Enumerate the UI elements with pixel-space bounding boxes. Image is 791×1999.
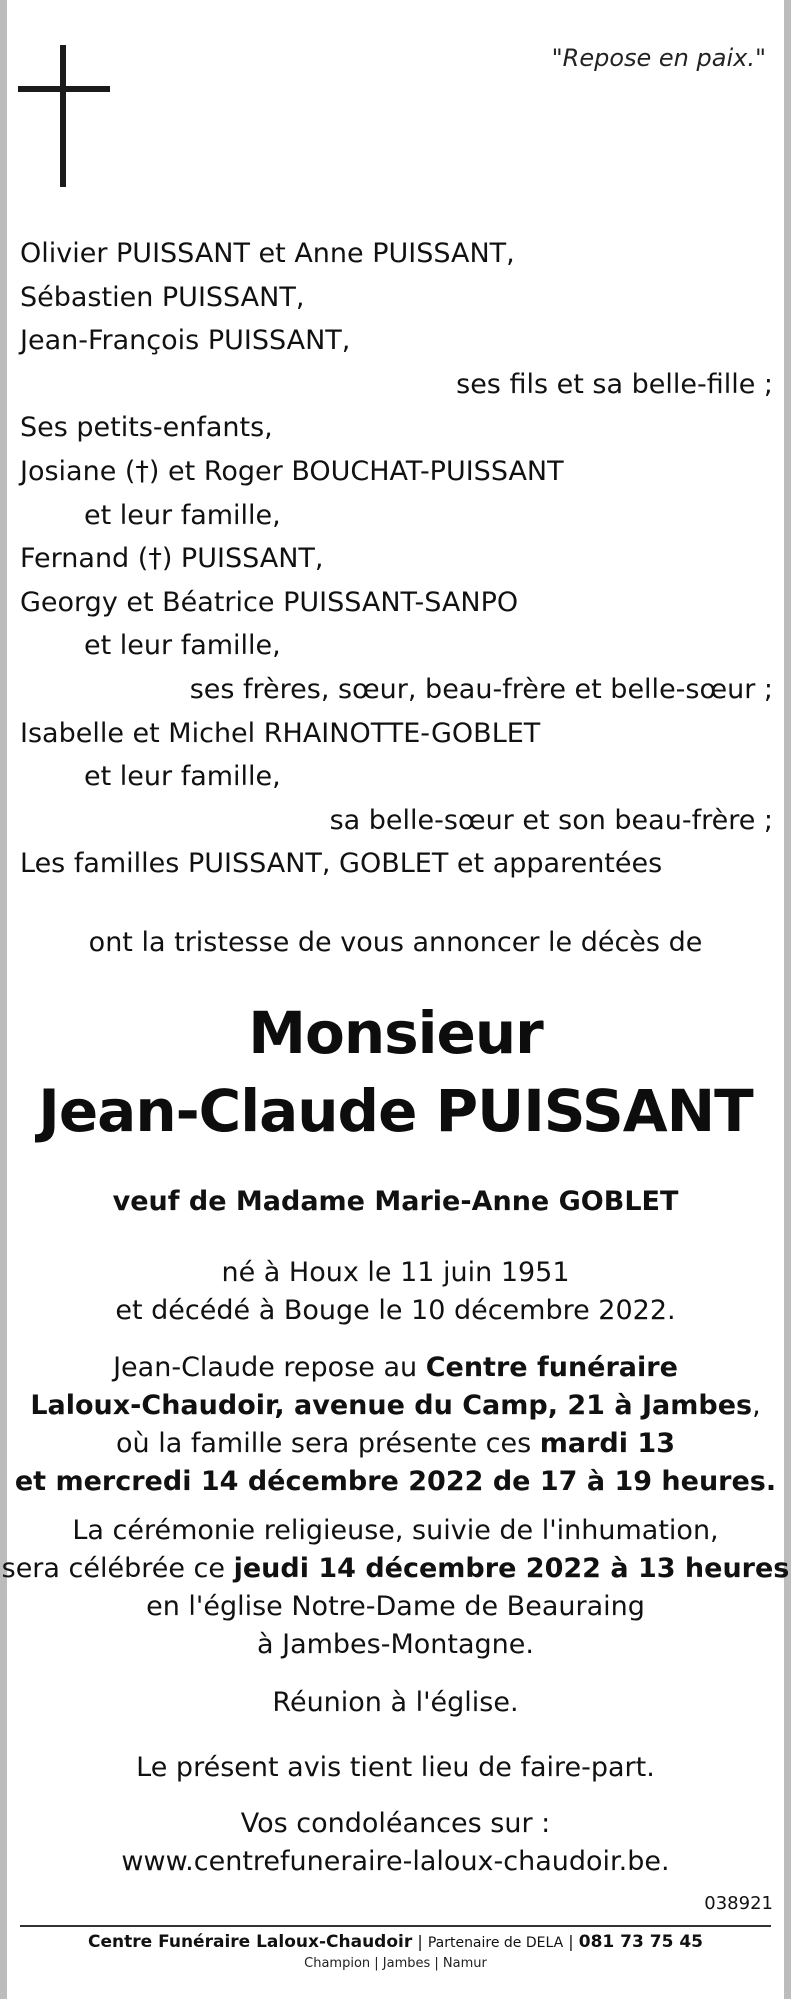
family-relation: sa belle-sœur et son beau-frère ;	[329, 804, 773, 836]
deceased-name: Jean-Claude PUISSANT	[38, 1077, 753, 1145]
family-relation: ses frères, sœur, beau-frère et belle-sœur ;	[189, 673, 773, 705]
family-list	[20, 232, 775, 886]
ceremony-info	[0, 1512, 791, 1664]
notice-note: Le présent avis tient lieu de faire-part.	[136, 1752, 655, 1783]
footer-separator: |	[563, 1932, 579, 1951]
family-line: Jean-François PUISSANT,	[20, 325, 351, 357]
rest-comma: ,	[752, 1390, 761, 1421]
footer-company: Centre Funéraire Laloux-Chaudoir	[88, 1932, 413, 1952]
footer-separator: |	[412, 1932, 428, 1951]
ceremony-text: sera célébrée ce	[1, 1553, 234, 1584]
footer	[0, 1932, 791, 1952]
rest-info	[0, 1349, 791, 1501]
birth-death	[0, 1254, 791, 1330]
family-line: et leur famille,	[84, 630, 281, 662]
rest-hours: et mercredi 14 décembre 2022 de 17 à 19 heures.	[14, 1466, 777, 1497]
family-relation: ses fils et sa belle-fille ;	[456, 368, 773, 400]
condolences	[0, 1805, 791, 1881]
footer-partner: Partenaire de DELA	[427, 1935, 564, 1951]
birth-line: né à Houx le 11 juin 1951	[221, 1257, 570, 1288]
family-line: Olivier PUISSANT et Anne PUISSANT,	[20, 238, 515, 269]
announcement: ont la tristesse de vous annoncer le décès de	[88, 927, 703, 958]
deceased-name-block	[0, 994, 791, 1150]
reference-number: 038921	[704, 1893, 773, 1914]
family-line: Georgy et Béatrice PUISSANT-SANPO	[20, 586, 519, 618]
family-line: Fernand (†) PUISSANT,	[20, 543, 324, 575]
family-line: et leur famille,	[84, 499, 281, 531]
condolences-label: Vos condoléances sur :	[240, 1808, 551, 1839]
rest-address: Laloux-Chaudoir, avenue du Camp, 21 à Jambes	[30, 1390, 753, 1421]
rest-text: Jean-Claude repose au	[113, 1352, 426, 1383]
ceremony-line: La cérémonie religieuse, suivie de l'inhumation,	[72, 1515, 719, 1546]
footer-phone: 081 73 75 45	[578, 1932, 703, 1952]
ceremony-church: en l'église Notre-Dame de Beauraing	[146, 1591, 645, 1622]
family-line: et leur famille,	[84, 761, 281, 793]
footer-locations: Champion | Jambes | Namur	[304, 1956, 487, 1971]
family-line: Sébastien PUISSANT,	[20, 281, 305, 313]
rest-place: Centre funéraire	[425, 1352, 678, 1383]
ceremony-date: jeudi 14 décembre 2022 à 13 heures	[233, 1553, 790, 1584]
widow-of: veuf de Madame Marie-Anne GOBLET	[112, 1186, 679, 1217]
rest-date: mardi 13	[539, 1428, 675, 1459]
condolences-link[interactable]: www.centrefuneraire-laloux-chaudoir.be.	[121, 1846, 670, 1877]
family-line: Ses petits-enfants,	[20, 412, 273, 444]
death-line: et décédé à Bouge le 10 décembre 2022.	[115, 1295, 676, 1326]
footer-divider	[20, 1925, 771, 1927]
family-line: Isabelle et Michel RHAINOTTE-GOBLET	[20, 717, 541, 749]
epitaph-quote: "Repose en paix."	[551, 44, 766, 72]
rest-text: où la famille sera présente ces	[116, 1428, 540, 1459]
family-line: Les familles PUISSANT, GOBLET et apparentées	[20, 848, 663, 880]
cross-icon	[18, 45, 110, 187]
ceremony-location: à Jambes-Montagne.	[256, 1629, 534, 1660]
family-line: Josiane (†) et Roger BOUCHAT-PUISSANT	[20, 455, 564, 487]
deceased-title: Monsieur	[248, 999, 543, 1067]
meeting-note: Réunion à l'église.	[272, 1687, 519, 1718]
